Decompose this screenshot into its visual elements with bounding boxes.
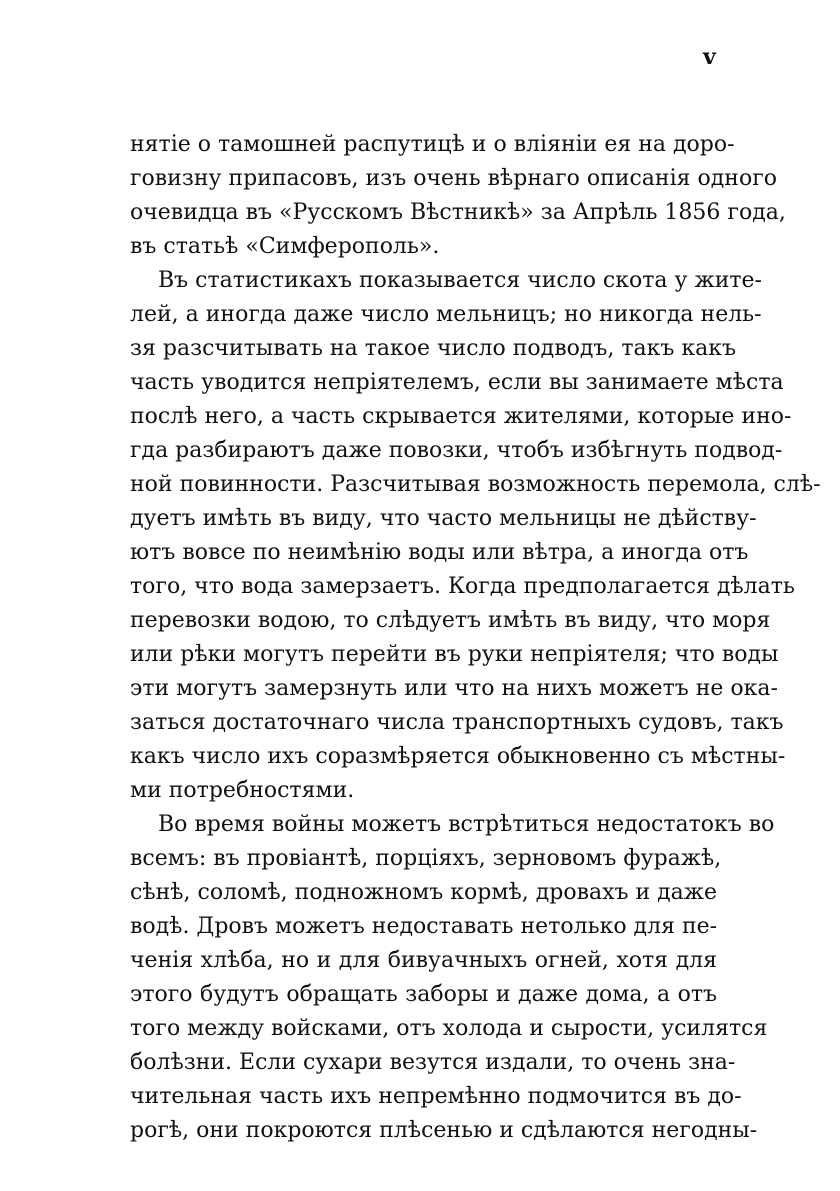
text-line: того, что вода замерзаетъ. Когда предполагается дѣлать	[130, 574, 795, 599]
text-line: часть уводится непріятелемъ, если вы занимаете мѣста	[130, 370, 784, 395]
text-line: водѣ. Дровъ можетъ недоставать нетолько для пе-	[130, 914, 718, 939]
text-line: того между войсками, отъ холода и сырости, усилятся	[130, 1016, 768, 1041]
text-line: зя разсчитывать на такое число подводъ, такъ какъ	[130, 336, 736, 361]
text-line: заться достаточнаго числа транспортныхъ судовъ, такъ	[130, 710, 784, 735]
text-line: Во время войны можетъ встрѣтиться недостатокъ во	[158, 812, 775, 837]
text-line: дуетъ имѣть въ виду, что часто мельницы не дѣйству-	[130, 506, 757, 531]
text-line: въ статьѣ «Симферополь».	[130, 234, 440, 259]
text-line: очевидца въ «Русскомъ Вѣстникѣ» за Апрѣль 1856 года,	[130, 200, 786, 225]
text-line: лей, а иногда даже число мельницъ; но никогда нель-	[130, 302, 762, 327]
page-number: v	[703, 44, 716, 70]
text-line: послѣ него, а часть скрывается жителями, которые ино-	[130, 404, 792, 429]
text-line: Въ статистикахъ показывается число скота у жите-	[158, 268, 762, 293]
text-line: этого будутъ обращать заборы и даже дома, а отъ	[130, 982, 717, 1007]
text-line: чительная часть ихъ непремѣнно подмочится въ до-	[130, 1084, 742, 1109]
text-line: говизну припасовъ, изъ очень вѣрнаго описанія одного	[130, 166, 777, 191]
text-line: рогѣ, они покроются плѣсенью и сдѣлаются негодны-	[130, 1118, 758, 1143]
text-line: какъ число ихъ соразмѣряется обыкновенно съ мѣстны-	[130, 744, 786, 769]
text-line: болѣзни. Если сухари везутся издали, то очень зна-	[130, 1050, 736, 1075]
text-line: ченія хлѣба, но и для бивуачныхъ огней, хотя для	[130, 948, 717, 973]
text-line: перевозки водою, то слѣдуетъ имѣть въ виду, что моря	[130, 608, 771, 633]
text-line: гда разбираютъ даже повозки, чтобъ избѣгнуть подвод-	[130, 438, 783, 463]
text-line: или рѣки могутъ перейти въ руки непріятеля; что воды	[130, 642, 779, 667]
text-line: нятіе о тамошней распутицѣ и о вліяніи ея на доро-	[130, 132, 735, 157]
text-line: сѣнѣ, соломѣ, подножномъ кормѣ, дровахъ и даже	[130, 880, 718, 905]
text-line: эти могутъ замерзнуть или что на нихъ можетъ не ока-	[130, 676, 778, 701]
text-line: ми потребностями.	[130, 778, 355, 803]
text-line: ной повинности. Разсчитывая возможность перемола, слѣ-	[130, 472, 821, 497]
text-line: всемъ: въ провіантѣ, порціяхъ, зерновомъ фуражѣ,	[130, 846, 722, 871]
text-line: ютъ вовсе по неимѣнію воды или вѣтра, а иногда отъ	[130, 540, 749, 565]
